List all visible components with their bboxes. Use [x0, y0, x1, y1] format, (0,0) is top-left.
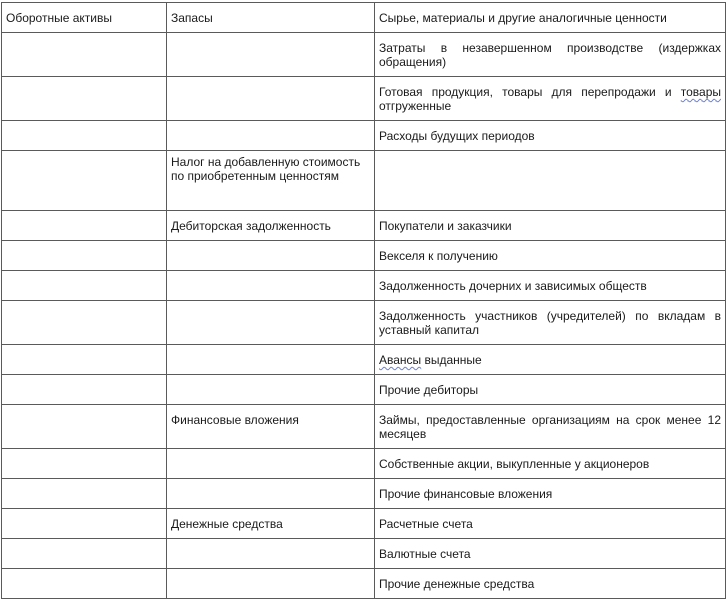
table-cell: Векселя к получению	[375, 241, 726, 271]
table-cell	[2, 271, 167, 301]
table-row	[2, 345, 726, 375]
table-cell	[167, 569, 375, 599]
table-cell	[167, 77, 375, 121]
table-cell: Собственные акции, выкупленные у акционеров	[375, 449, 726, 479]
table-cell: Затраты в незавершенном производстве (издержках обращения)	[375, 33, 726, 77]
table-cell	[375, 345, 726, 375]
table-cell	[2, 405, 167, 449]
table-cell: Валютные счета	[375, 539, 726, 569]
spellcheck-marked-word: Авансы	[379, 353, 422, 367]
table-row	[2, 375, 726, 405]
table-row	[2, 301, 726, 345]
table-cell: Покупатели и заказчики	[375, 211, 726, 241]
table-cell: Расчетные счета	[375, 509, 726, 539]
table-cell	[2, 77, 167, 121]
table-row	[2, 211, 726, 241]
table-cell	[167, 33, 375, 77]
spellcheck-marked-word: товары	[680, 85, 721, 99]
table-cell: Денежные средства	[167, 509, 375, 539]
table-row	[2, 3, 726, 33]
table-row	[2, 151, 726, 211]
table-cell	[2, 345, 167, 375]
table-cell: Налог на добавленную стоимость по приобретенным ценностям	[167, 151, 375, 211]
table-cell: Задолженность дочерних и зависимых обществ	[375, 271, 726, 301]
table-cell: Финансовые вложения	[167, 405, 375, 449]
table-cell	[2, 569, 167, 599]
table-cell	[167, 479, 375, 509]
table-row	[2, 33, 726, 77]
current-assets-table	[1, 2, 726, 599]
table-cell: Сырье, материалы и другие аналогичные ценности	[375, 3, 726, 33]
table-cell	[2, 479, 167, 509]
table-row	[2, 405, 726, 449]
table-cell	[167, 539, 375, 569]
table-cell	[167, 449, 375, 479]
table-cell	[2, 301, 167, 345]
table-cell: Прочие дебиторы	[375, 375, 726, 405]
table-cell: Расходы будущих периодов	[375, 121, 726, 151]
cell-text: выданные	[421, 353, 482, 367]
table-row	[2, 77, 726, 121]
table-cell	[2, 151, 167, 211]
table-cell	[2, 33, 167, 77]
table-cell	[167, 121, 375, 151]
table-cell: Займы, предоставленные организациям на срок менее 12 месяцев	[375, 405, 726, 449]
table-cell	[2, 375, 167, 405]
table-cell	[2, 211, 167, 241]
table-cell	[375, 151, 726, 211]
table-cell: Прочие денежные средства	[375, 569, 726, 599]
table-row	[2, 569, 726, 599]
table-cell: Задолженность участников (учредителей) по вкладам в уставный капитал	[375, 301, 726, 345]
table-cell	[167, 271, 375, 301]
table-row	[2, 539, 726, 569]
table-row	[2, 121, 726, 151]
table-row	[2, 271, 726, 301]
table-cell	[2, 241, 167, 271]
table-cell: Прочие финансовые вложения	[375, 479, 726, 509]
table-cell	[167, 301, 375, 345]
table-row	[2, 479, 726, 509]
table-cell: Запасы	[167, 3, 375, 33]
table-cell	[2, 121, 167, 151]
table-cell	[167, 345, 375, 375]
table-cell	[2, 539, 167, 569]
table-cell	[167, 241, 375, 271]
table-row	[2, 241, 726, 271]
table-cell	[2, 449, 167, 479]
table-cell	[2, 509, 167, 539]
table-cell: Дебиторская задолженность	[167, 211, 375, 241]
table-cell	[167, 375, 375, 405]
table-row	[2, 449, 726, 479]
table-cell	[375, 77, 726, 121]
cell-text: Готовая продукция, товары для перепродажи и	[379, 85, 681, 99]
table-row	[2, 509, 726, 539]
table-cell: Оборотные активы	[2, 3, 167, 33]
cell-text: отгруженные	[379, 99, 452, 113]
